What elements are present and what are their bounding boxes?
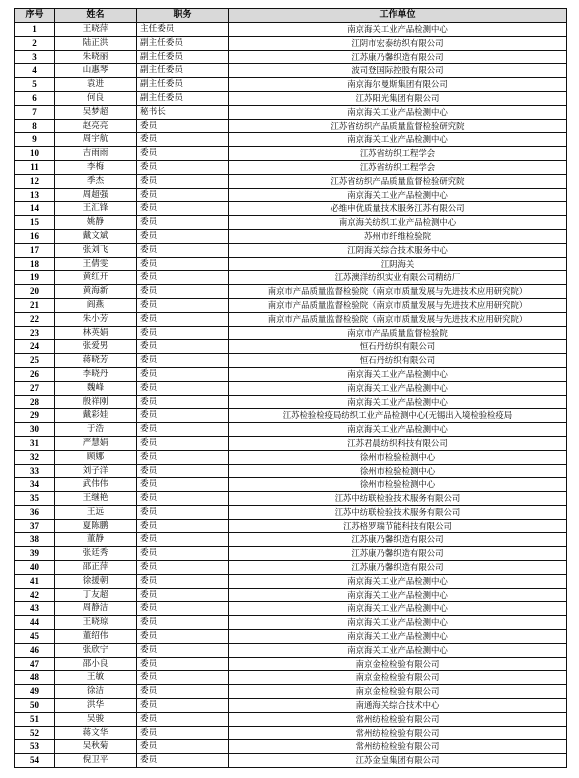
row-name: 蒋晓芳 [55,354,137,368]
row-work-unit: 江苏君晨纺织科技有限公司 [229,436,567,450]
table-row [15,726,567,740]
table-row [15,367,567,381]
row-position: 副主任委员 [137,78,229,92]
row-position: 秘书长 [137,105,229,119]
row-name: 黄红开 [55,271,137,285]
row-position: 委员 [137,381,229,395]
row-index: 7 [15,105,55,119]
row-work-unit: 波司登国际控股有限公司 [229,64,567,78]
row-index: 1 [15,23,55,37]
row-index: 9 [15,133,55,147]
table-row [15,188,567,202]
row-name: 王晓萍 [55,23,137,37]
row-name: 刘子洋 [55,464,137,478]
row-work-unit: 苏州市纤维检验院 [229,229,567,243]
row-work-unit: 必维申优质量技术服务江苏有限公司 [229,202,567,216]
row-position: 委员 [137,298,229,312]
row-work-unit: 南京海关工业产品检测中心 [229,602,567,616]
row-work-unit: 江苏省纺织工程学会 [229,160,567,174]
row-work-unit: 江苏康乃馨织造有限公司 [229,533,567,547]
row-index: 13 [15,188,55,202]
member-table-container [14,8,566,768]
row-name: 魏峰 [55,381,137,395]
row-position: 委员 [137,340,229,354]
row-work-unit: 徐州市检验检测中心 [229,478,567,492]
row-name: 洪华 [55,699,137,713]
row-name: 邵小良 [55,657,137,671]
row-position: 副主任委员 [137,64,229,78]
table-header-row [15,9,567,23]
row-work-unit: 江阴海关综合技术服务中心 [229,243,567,257]
row-index: 51 [15,712,55,726]
row-work-unit: 南京金检检验有限公司 [229,685,567,699]
row-index: 39 [15,547,55,561]
row-name: 张廷秀 [55,547,137,561]
row-work-unit: 江苏康乃馨织造有限公司 [229,547,567,561]
row-index: 19 [15,271,55,285]
table-row [15,395,567,409]
row-work-unit: 南京海关工业产品检测中心 [229,574,567,588]
row-work-unit: 南京海关工业产品检测中心 [229,588,567,602]
row-name: 黄海新 [55,285,137,299]
row-index: 24 [15,340,55,354]
row-name: 季杰 [55,174,137,188]
row-name: 王倩雯 [55,257,137,271]
row-position: 委员 [137,712,229,726]
table-row [15,298,567,312]
table-row [15,547,567,561]
row-name: 朱晓丽 [55,50,137,64]
table-body [15,23,567,768]
table-row [15,630,567,644]
row-position: 委员 [137,740,229,754]
row-index: 43 [15,602,55,616]
table-row [15,643,567,657]
row-name: 董静 [55,533,137,547]
table-row [15,602,567,616]
row-name: 殷祥刚 [55,395,137,409]
row-position: 委员 [137,616,229,630]
row-index: 52 [15,726,55,740]
table-row [15,243,567,257]
row-position: 委员 [137,202,229,216]
row-work-unit: 常州纺检检验有限公司 [229,712,567,726]
row-work-unit: 常州纺检检验有限公司 [229,740,567,754]
header-index: 序号 [15,9,55,23]
row-index: 27 [15,381,55,395]
row-work-unit: 南京金检检验有限公司 [229,671,567,685]
row-position: 委员 [137,754,229,768]
row-position: 委员 [137,533,229,547]
row-position: 委员 [137,174,229,188]
row-work-unit: 南京市产品质量监督检验院 [229,326,567,340]
row-name: 倪卫平 [55,754,137,768]
table-row [15,712,567,726]
table-row [15,340,567,354]
row-index: 4 [15,64,55,78]
row-name: 武伟伟 [55,478,137,492]
table-row [15,574,567,588]
row-name: 姚静 [55,216,137,230]
row-position: 委员 [137,395,229,409]
row-work-unit: 南京海尔曼斯集团有限公司 [229,78,567,92]
table-row [15,436,567,450]
table-row [15,464,567,478]
row-work-unit: 南京市产品质量监督检验院（南京市质量发展与先进技术应用研究院） [229,285,567,299]
member-table [14,8,567,768]
row-work-unit: 南京海关工业产品检测中心 [229,23,567,37]
table-row [15,312,567,326]
row-work-unit: 江苏康乃馨织造有限公司 [229,50,567,64]
row-name: 陆正洪 [55,36,137,50]
table-row [15,354,567,368]
row-position: 委员 [137,147,229,161]
table-row [15,271,567,285]
table-row [15,174,567,188]
table-row [15,409,567,423]
row-position: 委员 [137,602,229,616]
row-position: 委员 [137,257,229,271]
row-work-unit: 南京金检检验有限公司 [229,657,567,671]
row-position: 委员 [137,119,229,133]
row-work-unit: 南京海关工业产品检测中心 [229,188,567,202]
row-name: 王继艳 [55,492,137,506]
row-work-unit: 南京海关工业产品检测中心 [229,643,567,657]
row-index: 48 [15,671,55,685]
row-name: 赵亮亮 [55,119,137,133]
row-name: 严慧娟 [55,436,137,450]
table-row [15,423,567,437]
row-index: 44 [15,616,55,630]
row-index: 36 [15,505,55,519]
row-position: 委员 [137,229,229,243]
row-index: 2 [15,36,55,50]
row-work-unit: 恒石丹纺织有限公司 [229,354,567,368]
row-position: 委员 [137,657,229,671]
table-row [15,50,567,64]
row-index: 41 [15,574,55,588]
row-name: 王汇锋 [55,202,137,216]
table-row [15,105,567,119]
row-position: 委员 [137,216,229,230]
row-name: 徐援朝 [55,574,137,588]
row-name: 朱小芳 [55,312,137,326]
row-index: 8 [15,119,55,133]
table-row [15,147,567,161]
row-work-unit: 江苏省纺织产品质量监督检验研究院 [229,174,567,188]
row-index: 45 [15,630,55,644]
row-position: 委员 [137,630,229,644]
row-work-unit: 江苏中纺联检验技术服务有限公司 [229,492,567,506]
row-name: 张爱男 [55,340,137,354]
table-row [15,216,567,230]
row-work-unit: 南京市产品质量监督检验院（南京市质量发展与先进技术应用研究院） [229,312,567,326]
row-index: 53 [15,740,55,754]
row-name: 王敏 [55,671,137,685]
row-position: 委员 [137,464,229,478]
row-position: 委员 [137,312,229,326]
row-index: 14 [15,202,55,216]
row-position: 委员 [137,478,229,492]
row-work-unit: 南京海关工业产品检测中心 [229,423,567,437]
table-row [15,754,567,768]
row-name: 吴梦超 [55,105,137,119]
row-position: 委员 [137,271,229,285]
row-name: 李晓丹 [55,367,137,381]
row-work-unit: 江苏检验检疫局纺织工业产品检测中心(无锡出入境检验检疫局 [229,409,567,423]
row-index: 33 [15,464,55,478]
table-row [15,450,567,464]
row-position: 委员 [137,423,229,437]
row-index: 34 [15,478,55,492]
row-name: 张欣宁 [55,643,137,657]
table-row [15,519,567,533]
row-name: 邵正萍 [55,561,137,575]
row-index: 46 [15,643,55,657]
row-index: 37 [15,519,55,533]
row-index: 31 [15,436,55,450]
row-index: 16 [15,229,55,243]
row-index: 35 [15,492,55,506]
row-position: 委员 [137,547,229,561]
row-work-unit: 江苏格罗瑞节能科技有限公司 [229,519,567,533]
row-position: 委员 [137,671,229,685]
row-position: 副主任委员 [137,50,229,64]
row-index: 49 [15,685,55,699]
row-work-unit: 徐州市检验检测中心 [229,450,567,464]
row-position: 委员 [137,505,229,519]
row-name: 王晓琼 [55,616,137,630]
row-name: 戴彩娃 [55,409,137,423]
row-work-unit: 恒石丹纺织有限公司 [229,340,567,354]
row-work-unit: 江苏康乃馨织造有限公司 [229,561,567,575]
row-work-unit: 南京海关工业产品检测中心 [229,630,567,644]
row-work-unit: 南京市产品质量监督检验院（南京市质量发展与先进技术应用研究院） [229,298,567,312]
table-row [15,699,567,713]
row-position: 委员 [137,726,229,740]
header-work-unit: 工作单位 [229,9,567,23]
table-row [15,36,567,50]
row-work-unit: 徐州市检验检测中心 [229,464,567,478]
table-row [15,119,567,133]
table-row [15,160,567,174]
table-row [15,229,567,243]
row-index: 25 [15,354,55,368]
row-position: 委员 [137,561,229,575]
row-position: 委员 [137,436,229,450]
row-name: 吴骏 [55,712,137,726]
row-work-unit: 南京海关工业产品检测中心 [229,105,567,119]
row-position: 主任委员 [137,23,229,37]
row-name: 徐洁 [55,685,137,699]
table-row [15,492,567,506]
row-position: 委员 [137,354,229,368]
row-work-unit: 常州纺检检验有限公司 [229,726,567,740]
row-position: 委员 [137,519,229,533]
table-row [15,505,567,519]
row-name: 周宇航 [55,133,137,147]
row-position: 委员 [137,188,229,202]
table-row [15,326,567,340]
row-name: 于浩 [55,423,137,437]
row-work-unit: 江阴海关 [229,257,567,271]
row-work-unit: 南京海关纺织工业产品检测中心 [229,216,567,230]
row-name: 董绍伟 [55,630,137,644]
table-row [15,740,567,754]
row-index: 50 [15,699,55,713]
table-row [15,478,567,492]
table-row [15,257,567,271]
row-name: 阎燕 [55,298,137,312]
table-row [15,133,567,147]
row-name: 何良 [55,91,137,105]
row-index: 22 [15,312,55,326]
row-position: 委员 [137,450,229,464]
row-index: 11 [15,160,55,174]
row-work-unit: 南京海关工业产品检测中心 [229,616,567,630]
table-row [15,671,567,685]
row-position: 委员 [137,574,229,588]
row-index: 10 [15,147,55,161]
table-row [15,381,567,395]
row-name: 周超强 [55,188,137,202]
row-position: 委员 [137,285,229,299]
table-row [15,285,567,299]
row-name: 顾娜 [55,450,137,464]
row-work-unit: 江苏金皇集团有限公司 [229,754,567,768]
row-position: 委员 [137,685,229,699]
row-index: 29 [15,409,55,423]
row-index: 38 [15,533,55,547]
row-work-unit: 江苏澳洋纺织实业有限公司精纺厂 [229,271,567,285]
row-work-unit: 南京海关工业产品检测中心 [229,381,567,395]
table-row [15,23,567,37]
row-name: 王远 [55,505,137,519]
table-row [15,202,567,216]
header-name: 姓名 [55,9,137,23]
row-work-unit: 江苏省纺织产品质量监督检验研究院 [229,119,567,133]
row-index: 3 [15,50,55,64]
row-index: 5 [15,78,55,92]
row-name: 丁友超 [55,588,137,602]
row-index: 18 [15,257,55,271]
row-position: 委员 [137,492,229,506]
row-name: 袁进 [55,78,137,92]
row-position: 委员 [137,367,229,381]
row-work-unit: 江苏阳光集团有限公司 [229,91,567,105]
row-work-unit: 南通海关综合技术中心 [229,699,567,713]
row-index: 32 [15,450,55,464]
row-index: 21 [15,298,55,312]
row-name: 吉雨雨 [55,147,137,161]
row-index: 30 [15,423,55,437]
row-name: 周静洁 [55,602,137,616]
table-row [15,616,567,630]
table-row [15,561,567,575]
header-position: 职务 [137,9,229,23]
table-row [15,91,567,105]
row-name: 戴文斌 [55,229,137,243]
row-index: 26 [15,367,55,381]
row-work-unit: 江苏中纺联检验技术服务有限公司 [229,505,567,519]
row-index: 20 [15,285,55,299]
row-name: 蒋文华 [55,726,137,740]
row-position: 委员 [137,326,229,340]
row-index: 6 [15,91,55,105]
row-position: 委员 [137,409,229,423]
row-position: 委员 [137,643,229,657]
row-index: 15 [15,216,55,230]
row-work-unit: 南京海关工业产品检测中心 [229,133,567,147]
row-index: 23 [15,326,55,340]
row-index: 40 [15,561,55,575]
row-name: 李梅 [55,160,137,174]
table-row [15,685,567,699]
row-work-unit: 南京海关工业产品检测中心 [229,395,567,409]
row-position: 委员 [137,588,229,602]
row-position: 委员 [137,133,229,147]
row-work-unit: 江苏省纺织工程学会 [229,147,567,161]
row-work-unit: 南京海关工业产品检测中心 [229,367,567,381]
row-name: 山惠琴 [55,64,137,78]
row-name: 吴秋菊 [55,740,137,754]
row-index: 54 [15,754,55,768]
row-index: 28 [15,395,55,409]
table-row [15,78,567,92]
row-index: 42 [15,588,55,602]
table-row [15,588,567,602]
row-name: 张刘飞 [55,243,137,257]
row-position: 委员 [137,699,229,713]
row-position: 委员 [137,243,229,257]
row-name: 林英娟 [55,326,137,340]
row-name: 夏陈鹏 [55,519,137,533]
row-index: 47 [15,657,55,671]
row-work-unit: 江阴市宏泰纺织有限公司 [229,36,567,50]
table-row [15,64,567,78]
row-position: 委员 [137,160,229,174]
row-position: 副主任委员 [137,91,229,105]
row-index: 17 [15,243,55,257]
row-index: 12 [15,174,55,188]
table-row [15,533,567,547]
table-row [15,657,567,671]
row-position: 副主任委员 [137,36,229,50]
